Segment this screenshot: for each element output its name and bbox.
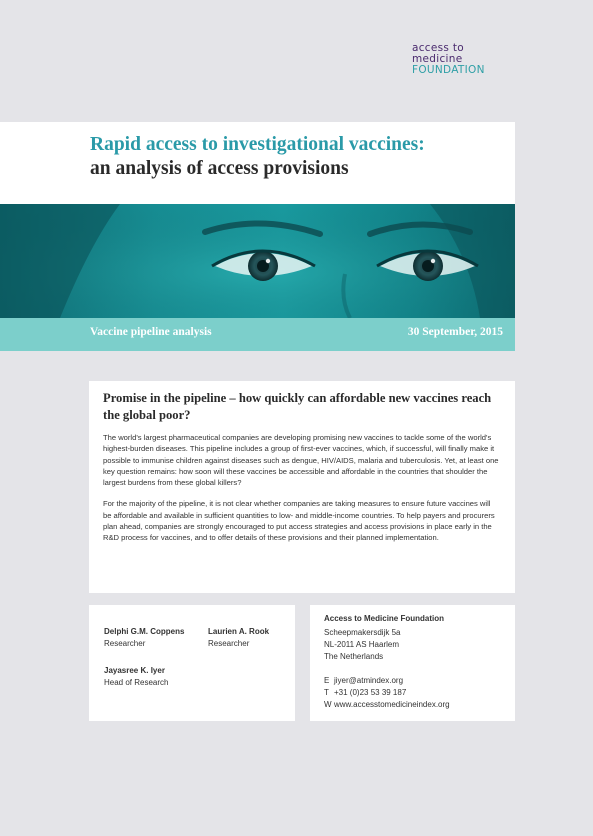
report-date: 30 September, 2015 xyxy=(407,326,503,338)
author-name: Delphi G.M. Coppens xyxy=(104,627,185,636)
email-label: E xyxy=(324,676,330,685)
contact-web-row xyxy=(324,699,515,711)
contact-address-line: The Netherlands xyxy=(324,652,384,661)
title-line-2: an analysis of access provisions xyxy=(90,158,349,179)
contact-phone: +31 (0)23 53 39 187 xyxy=(334,688,407,697)
logo-line-2: medicine xyxy=(412,53,463,65)
hero-eyes-image xyxy=(0,204,515,318)
contact-address-line: Scheepmakersdijk 5a xyxy=(324,628,401,637)
author-role: Researcher xyxy=(208,639,250,648)
contact-email[interactable]: jiyer@atmindex.org xyxy=(334,676,404,685)
author-role: Researcher xyxy=(104,639,146,648)
author-name: Jayasree K. Iyer xyxy=(104,666,165,675)
author-role: Head of Research xyxy=(104,678,169,687)
contact-address-line: NL-2011 AS Haarlem xyxy=(324,640,399,649)
logo-line-1: access to xyxy=(412,42,464,54)
logo-line-3: FOUNDATION xyxy=(412,64,485,76)
foundation-logo xyxy=(412,43,485,76)
summary-panel xyxy=(89,381,515,593)
report-type: Vaccine pipeline analysis xyxy=(90,326,212,338)
contact-panel xyxy=(310,605,515,721)
contact-organization: Access to Medicine Foundation xyxy=(324,614,445,623)
title-panel xyxy=(0,122,515,204)
phone-label: T xyxy=(324,688,329,697)
contact-website[interactable]: www.accesstomedicineindex.org xyxy=(334,700,450,709)
contact-email-row xyxy=(324,675,515,687)
summary-paragraph-2: For the majority of the pipeline, it is not clear whether companies are taking measures to ensure future vaccines will be affordable and available in sufficient quantities to low- and middle-income countries. To help payers and procurers plan ahead, companies are strongly encouraged to put access strategies and access provisions in place early in the R&D process for vaccines, and to offer details of these provisions and their planned implementation. xyxy=(103,499,495,543)
author xyxy=(104,665,168,689)
web-label: W xyxy=(324,700,332,709)
author-name: Laurien A. Rook xyxy=(208,627,270,636)
author xyxy=(104,626,184,650)
authors-panel xyxy=(89,605,295,721)
author xyxy=(208,626,269,650)
summary-heading: Promise in the pipeline – how quickly can affordable new vaccines reach the global poor? xyxy=(103,391,492,422)
contact-phone-row xyxy=(324,687,515,699)
subtitle-band xyxy=(0,318,515,351)
title-line-1: Rapid access to investigational vaccines: xyxy=(90,134,425,155)
summary-paragraph-1: The world's largest pharmaceutical companies are developing promising new vaccines to tackle some of the world's highest-burden diseases. This pipeline includes a group of first-ever vaccines, which, if successful, will finally make it possible to immunise children against diseases such as dengue, HIV/AIDS, malaria and tuberculosis. Yet, at least one key question remains: how soon will these vaccines be accessible and affordable in the countries that shoulder the largest burdens from these global killers? xyxy=(103,433,499,488)
